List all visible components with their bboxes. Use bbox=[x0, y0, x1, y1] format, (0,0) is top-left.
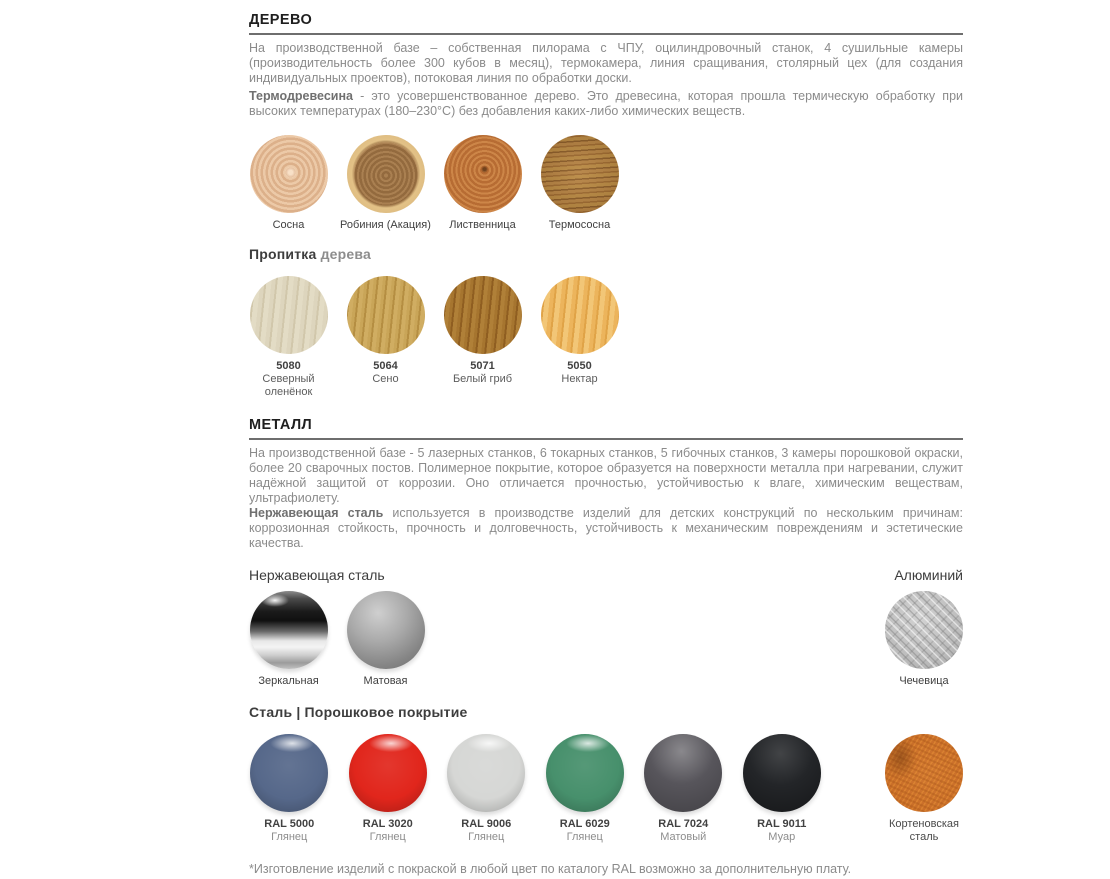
ral-finish: Муар bbox=[768, 831, 796, 843]
stainless-lead: Нержавеющая сталь bbox=[249, 506, 384, 520]
ral-code: RAL 3020 bbox=[362, 818, 413, 830]
ral-code: RAL 7024 bbox=[658, 818, 709, 830]
thermowood-lead: Термодревесина bbox=[249, 89, 353, 103]
metal-section-title: МЕТАЛЛ bbox=[249, 417, 313, 433]
footnote: *Изготовление изделий с покраской в любой цвет по каталогу RAL возможно за дополнительную плату. bbox=[249, 862, 852, 876]
metal-section bbox=[249, 417, 963, 876]
wood-swatch-larch bbox=[444, 135, 522, 213]
powder-swatch-ral9006 bbox=[437, 734, 536, 844]
thermowood-paragraph bbox=[249, 89, 963, 119]
impregnation-title bbox=[249, 246, 963, 262]
impregnation-name: Сено bbox=[372, 373, 399, 385]
corten-steel-circle bbox=[885, 734, 963, 812]
content-column bbox=[249, 12, 963, 876]
ral-code: RAL 5000 bbox=[264, 818, 315, 830]
ral-finish: Матовый bbox=[660, 831, 707, 843]
stainless-paragraph bbox=[249, 506, 963, 551]
impregnation-name: Северный оленёнок bbox=[262, 373, 315, 398]
impregnation-title-main: Пропитка bbox=[249, 246, 317, 262]
ral-6029-sphere bbox=[546, 734, 624, 812]
aluminum-finish-label: Чечевица bbox=[899, 675, 949, 687]
wood-type-larch bbox=[434, 135, 531, 232]
powder-swatch-ral9011 bbox=[733, 734, 832, 844]
wood-section-divider bbox=[249, 33, 963, 35]
wood-intro-paragraph: На производственной базе – собственная пилорама с ЧПУ, оцилиндровочный станок, 4 сушильные камеры (производительность более 300 кубов в месяц), термокамера, линия сращивания, столярный цех (для создания индивидуальных проектов), потоковая линия по обработки доски. bbox=[249, 41, 963, 85]
powder-coating-row bbox=[240, 734, 963, 844]
impregnation-name: Нектар bbox=[561, 373, 598, 385]
powder-swatch-ral7024 bbox=[634, 734, 733, 844]
ral-7024-sphere bbox=[644, 734, 722, 812]
aluminum-swatch-lentil bbox=[885, 591, 963, 688]
stainless-title: Нержавеющая сталь bbox=[249, 567, 385, 583]
ral-finish: Глянец bbox=[566, 831, 603, 843]
ral-code: RAL 9006 bbox=[461, 818, 512, 830]
aluminum-title: Алюминий bbox=[894, 567, 963, 583]
wood-swatch-thermopine bbox=[541, 135, 619, 213]
ral-5000-sphere bbox=[250, 734, 328, 812]
powder-coating-title: Сталь | Порошковое покрытие bbox=[249, 704, 468, 720]
ral-9006-sphere bbox=[447, 734, 525, 812]
wood-type-pine bbox=[240, 135, 337, 232]
impregnation-circle-5080 bbox=[250, 276, 328, 354]
metal-subheadings bbox=[249, 567, 963, 583]
ral-finish: Глянец bbox=[468, 831, 505, 843]
impregnation-name: Белый гриб bbox=[452, 373, 513, 385]
powder-swatch-ral3020 bbox=[339, 734, 438, 844]
impregnation-swatch-5050 bbox=[531, 276, 628, 399]
wood-type-label: Сосна bbox=[272, 219, 305, 231]
impregnation-circle-5050 bbox=[541, 276, 619, 354]
ral-finish: Глянец bbox=[369, 831, 406, 843]
impregnation-code: 5071 bbox=[470, 360, 495, 372]
wood-type-label: Термососна bbox=[548, 219, 611, 231]
impregnation-swatch-5064 bbox=[337, 276, 434, 399]
stainless-finish-label: Матовая bbox=[363, 675, 408, 687]
ral-3020-sphere bbox=[349, 734, 427, 812]
stainless-rest: используется в производстве изделий для детских конструкций по нескольким причинам: коррозионная стойкость, прочность и долговечность, устойчивость к механическим повреждениям и эстетические качества. bbox=[249, 506, 963, 550]
impregnation-code: 5050 bbox=[567, 360, 592, 372]
impregnation-circle-5071 bbox=[444, 276, 522, 354]
metal-section-divider bbox=[249, 438, 963, 440]
corten-steel-swatch bbox=[885, 734, 963, 844]
metal-intro-paragraph: На производственной базе - 5 лазерных станков, 6 токарных станков, 5 гибочных станков, 3 камеры порошковой окраски, более 20 сварочных постов. Полимерное покрытие, которое образуется на поверхности металла при нагревании, служит надёжной защитой от коррозии. Оно отличается прочностью, устойчивостью к влаге, химическим веществам, ультрафиолету. bbox=[249, 446, 963, 505]
wood-swatch-robinia bbox=[347, 135, 425, 213]
stainless-swatch-matte bbox=[337, 591, 434, 688]
impregnation-circle-5064 bbox=[347, 276, 425, 354]
ral-9011-sphere bbox=[743, 734, 821, 812]
wood-type-thermopine bbox=[531, 135, 628, 232]
wood-section-title: ДЕРЕВО bbox=[249, 12, 313, 28]
stainless-swatch-mirror bbox=[240, 591, 337, 688]
ral-finish: Глянец bbox=[271, 831, 308, 843]
thermowood-rest: - это усовершенствованное дерево. Это древесина, которая прошла термическую обработку при высоких температурах (180–230°С) без добавления каких-либо химических веществ. bbox=[249, 89, 963, 118]
ral-code: RAL 9011 bbox=[757, 818, 807, 830]
impregnation-swatch-5071 bbox=[434, 276, 531, 399]
impregnation-swatch-5080 bbox=[240, 276, 337, 399]
impregnation-code: 5080 bbox=[276, 360, 301, 372]
aluminum-checker-circle bbox=[885, 591, 963, 669]
wood-type-robinia bbox=[337, 135, 434, 232]
stainless-aluminum-row bbox=[240, 591, 963, 688]
wood-types-row bbox=[240, 135, 963, 232]
stainless-finish-label: Зеркальная bbox=[258, 675, 319, 687]
powder-swatch-ral5000 bbox=[240, 734, 339, 844]
mirror-steel-sphere bbox=[250, 591, 328, 669]
wood-section bbox=[249, 12, 963, 399]
ral-code: RAL 6029 bbox=[559, 818, 610, 830]
impregnation-code: 5064 bbox=[373, 360, 398, 372]
powder-swatch-ral6029 bbox=[536, 734, 635, 844]
wood-swatch-pine bbox=[250, 135, 328, 213]
wood-type-label: Робиния (Акация) bbox=[340, 219, 431, 231]
impregnation-row bbox=[240, 276, 963, 399]
wood-type-label: Лиственница bbox=[449, 219, 516, 231]
corten-steel-label: Кортеновская сталь bbox=[889, 818, 959, 843]
matte-steel-sphere bbox=[347, 591, 425, 669]
impregnation-title-sub: дерева bbox=[320, 246, 371, 262]
